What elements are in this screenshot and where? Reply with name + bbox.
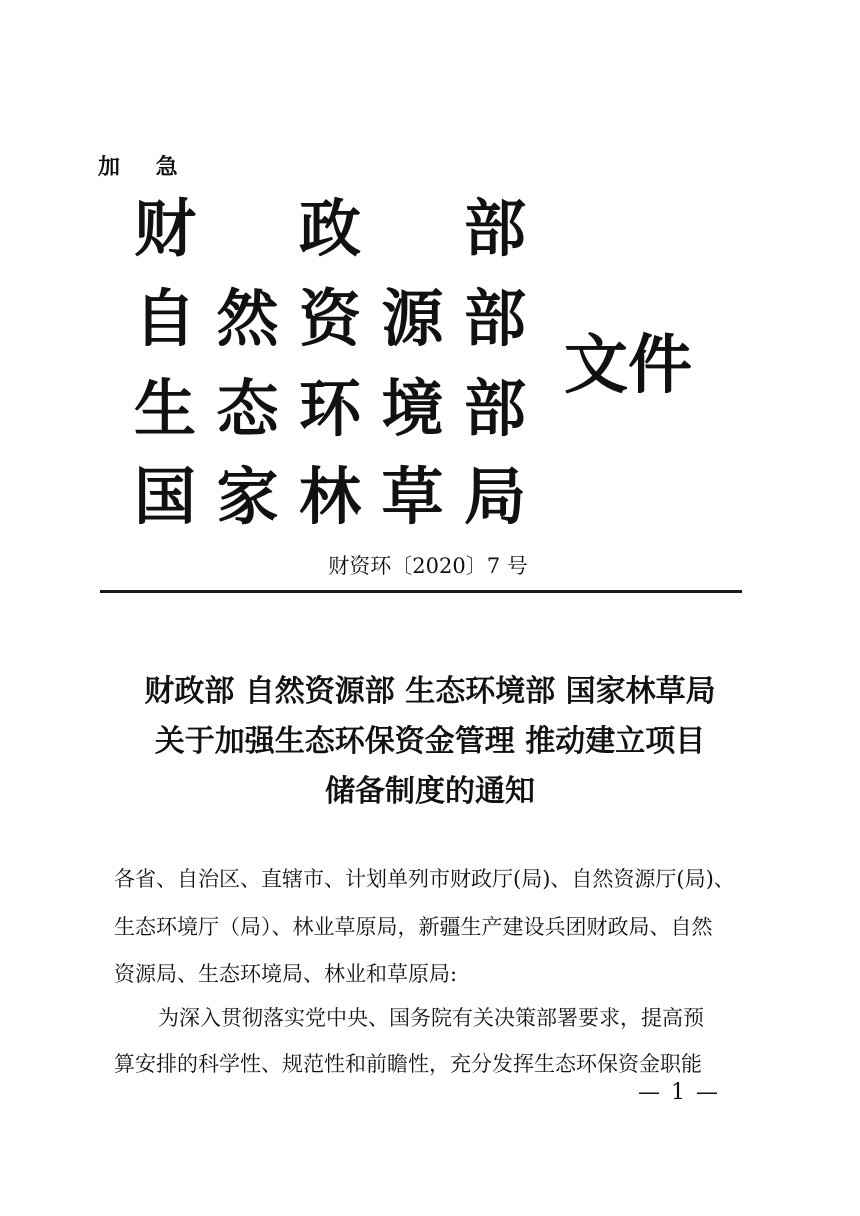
issuer-ministry-of-natural-resources [134, 280, 526, 358]
issuer-char: 局 [463, 460, 526, 533]
document-suffix: 文件 [564, 329, 692, 403]
issuer-char: 部 [463, 282, 526, 355]
issuer-char: 财 [134, 192, 197, 265]
issuer-char: 源 [381, 282, 444, 355]
issuer-char: 境 [381, 372, 444, 445]
issuer-char: 部 [463, 372, 526, 445]
body-paragraph-line: 为深入贯彻落实党中央、国务院有关决策部署要求，提高预 [158, 1006, 704, 1030]
document-title-line: 财政部 自然资源部 生态环境部 国家林草局 [144, 674, 716, 709]
issuer-char: 然 [216, 282, 279, 355]
recipients-line: 生态环境厅（局）、林业草原局，新疆生产建设兵团财政局、自然 [114, 915, 713, 939]
issuer-national-forestry-grassland [134, 458, 526, 536]
issuer-char: 林 [298, 460, 361, 533]
issuer-char: 态 [216, 372, 279, 445]
issuer-char: 资 [298, 282, 361, 355]
issuer-ministry-of-finance [134, 190, 526, 268]
header-divider [100, 590, 742, 593]
document-title-line: 关于加强生态环保资金管理 推动建立项目 [154, 724, 706, 759]
issuer-char: 部 [463, 192, 526, 265]
body-paragraph-line: 算安排的科学性、规范性和前瞻性，充分发挥生态环保资金职能 [114, 1052, 702, 1076]
page-number: — 1 — [638, 1080, 720, 1105]
recipients-line: 各省、自治区、直辖市、计划单列市财政厅(局)、自然资源厅(局)、 [114, 867, 735, 891]
document-title-line: 储备制度的通知 [325, 774, 535, 809]
urgency-label: 加 急 [98, 155, 192, 180]
issuer-char: 国 [134, 460, 197, 533]
issuer-ministry-of-ecology-environment [134, 370, 526, 448]
document-number: 财资环〔2020〕7 号 [328, 554, 528, 578]
issuer-char: 政 [298, 192, 361, 265]
issuer-char: 草 [381, 460, 444, 533]
issuer-char: 自 [134, 282, 197, 355]
issuer-char: 环 [298, 372, 361, 445]
issuer-char: 生 [134, 372, 197, 445]
recipients-line: 资源局、生态环境局、林业和草原局: [114, 962, 458, 986]
issuer-char: 家 [216, 460, 279, 533]
